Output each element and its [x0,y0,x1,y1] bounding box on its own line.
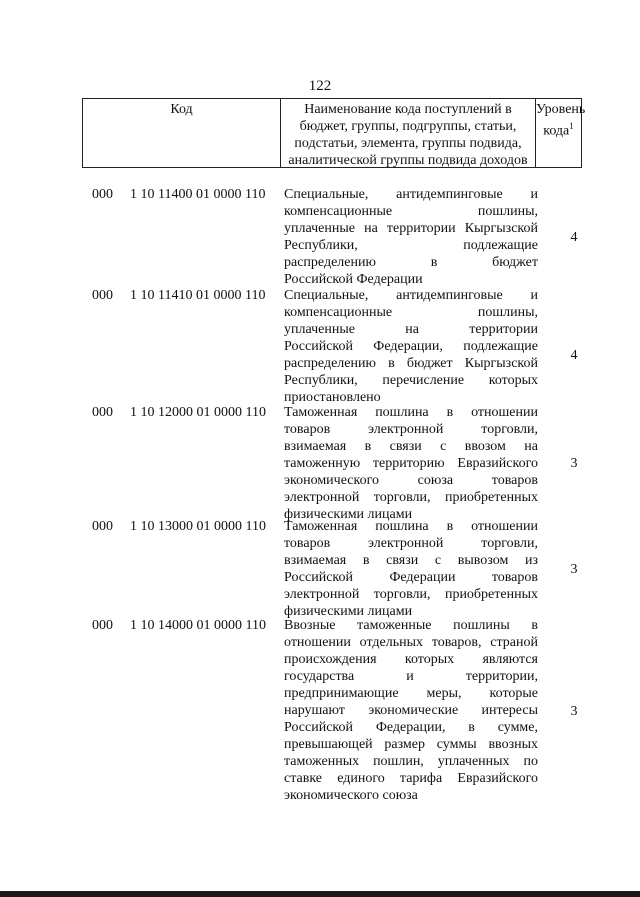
header-name [281,99,536,167]
revenue-name [284,287,538,406]
revenue-name-line: экономического союза товаров [284,473,538,488]
revenue-name-line: Российской Федерации, в сумме, [284,720,538,735]
revenue-name-line: компенсационные пошлины, [284,204,538,219]
revenue-code: 1 10 14000 01 0000 110 [130,618,266,633]
revenue-name-line: Специальные, антидемпинговые и [284,187,538,202]
revenue-name-line: отношении отдельных товаров, страной [284,635,538,650]
revenue-name [284,518,538,620]
revenue-name-line: Таможенная пошлина в отношении [284,519,538,534]
code-level: 4 [570,230,578,245]
revenue-name [284,617,538,804]
revenue-name-line: распределению в бюджет [284,255,538,270]
revenue-code: 1 10 11410 01 0000 110 [130,288,266,303]
revenue-name [284,404,538,523]
header-name-line: Наименование кода поступлений в [304,102,512,117]
footnote-marker: 1 [569,121,574,131]
revenue-name-line: Российской Федерации товаров [284,570,538,585]
admin-code: 000 [92,519,113,534]
header-level [536,99,586,167]
revenue-name-line: нарушают экономические интересы [284,703,538,718]
revenue-name-line: Специальные, антидемпинговые и [284,288,538,303]
revenue-name-line: превышающей размер суммы ввозных [284,737,538,752]
header-code: Код [83,99,281,167]
header-name-line: аналитической группы подвида доходов [288,153,528,168]
revenue-code: 1 10 11400 01 0000 110 [130,187,266,202]
admin-code: 000 [92,288,113,303]
code-level: 3 [570,704,578,719]
revenue-name-line: электронной торговли, приобретенных [284,587,538,602]
revenue-name-line: уплаченные на территории [284,322,538,337]
revenue-name-line: уплаченные на территории Кыргызской [284,221,538,236]
revenue-name-line: электронной торговли, приобретенных [284,490,538,505]
revenue-name-line: таможенную территорию Евразийского [284,456,538,471]
header-name-line: бюджет, группы, подгруппы, статьи, [299,119,517,134]
revenue-name-line: взимаемая в связи с вывозом из [284,553,538,568]
revenue-name-line: Российской Федерации [284,272,423,287]
code-level: 3 [570,562,578,577]
table-header [82,98,586,168]
revenue-name [284,186,538,288]
revenue-name-line: экономического союза [284,788,418,803]
revenue-name-line: Российской Федерации, подлежащие [284,339,538,354]
revenue-name-line: приостановлено [284,390,381,405]
header-level-line: Уровень [536,102,586,117]
revenue-name-line: товаров электронной торговли, [284,536,538,551]
page-number: 122 [308,78,332,94]
revenue-name-line: предпринимающие меры, которые [284,686,538,701]
admin-code: 000 [92,405,113,420]
revenue-name-line: физическими лицами [284,604,413,619]
revenue-name-line: распределению в бюджет Кыргызской [284,356,538,371]
revenue-name-line: физическими лицами [284,507,413,522]
revenue-name-line: происхождения которых являются [284,652,538,667]
revenue-name-line: государства и территории, [284,669,538,684]
revenue-name-line: ставке единого тарифа Евразийского [284,771,538,786]
revenue-name-line: компенсационные пошлины, [284,305,538,320]
revenue-name-line: Ввозные таможенные пошлины в [284,618,538,633]
revenue-code: 1 10 13000 01 0000 110 [130,519,266,534]
header-name-line: подстатьи, элемента, группы подвида, [294,136,522,151]
header-level-line: кода$^1$ [543,121,574,139]
revenue-name-line: Таможенная пошлина в отношении [284,405,538,420]
revenue-code: 1 10 12000 01 0000 110 [130,405,266,420]
admin-code: 000 [92,618,113,633]
revenue-name-line: товаров электронной торговли, [284,422,538,437]
code-level: 3 [570,456,578,471]
revenue-name-line: таможенных пошлин, уплаченных по [284,754,538,769]
revenue-name-line: Республики, перечисление которых [284,373,538,388]
revenue-name-line: Республики, подлежащие [284,238,538,253]
scan-edge [0,891,640,897]
code-level: 4 [570,348,578,363]
revenue-name-line: взимаемая в связи с ввозом на [284,439,538,454]
admin-code: 000 [92,187,113,202]
